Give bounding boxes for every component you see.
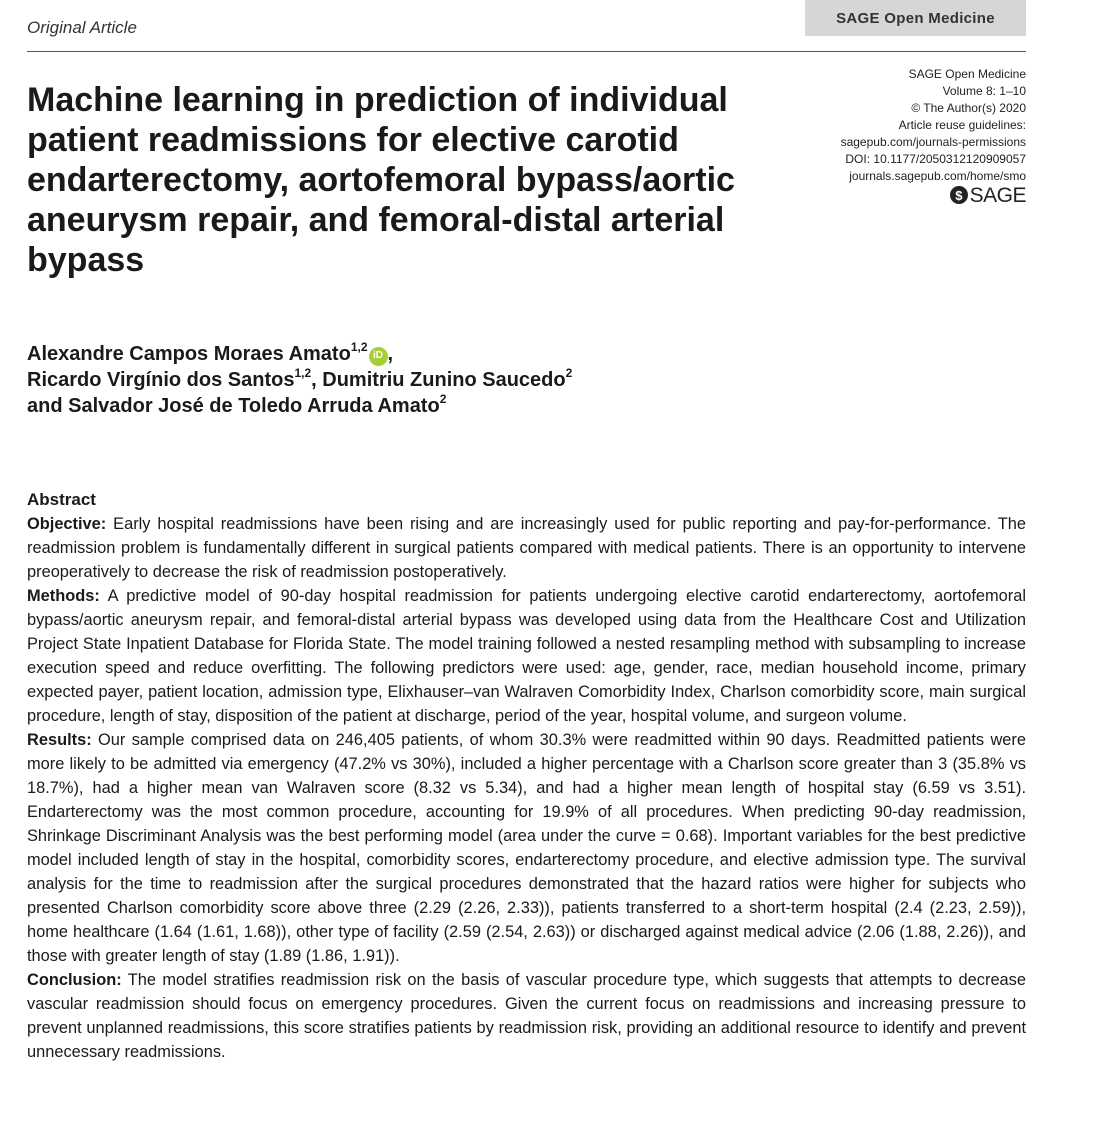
article-title: Machine learning in prediction of individual patient readmissions for elective carotid endarterectomy, aortofemoral bypass/aortic aneurysm repair, and femoral-distal arterial bypass [27, 81, 735, 279]
meta-journal: SAGE Open Medicine [908, 67, 1026, 81]
meta-reuse-label: Article reuse guidelines: [898, 118, 1026, 132]
meta-volume: Volume 8: 1–10 [942, 84, 1026, 98]
author-separator: , [311, 369, 317, 391]
abstract-results-label: Results: [27, 731, 92, 749]
author-name: Alexandre Campos Moraes Amato [27, 343, 351, 365]
author-list [27, 341, 827, 419]
author-line-2 [27, 367, 827, 393]
author-line-1 [27, 341, 827, 367]
journal-banner: SAGE Open Medicine [805, 0, 1026, 36]
abstract-conclusion [27, 968, 1026, 1064]
meta-copyright: © The Author(s) 2020 [911, 101, 1026, 115]
meta-permissions-link[interactable]: sagepub.com/journals-permissions [840, 135, 1026, 149]
sage-logo-text: SAGE [969, 183, 1026, 207]
author-name: Salvador José de Toledo Arruda Amato [68, 395, 440, 417]
author-line-3 [27, 393, 827, 419]
author-affiliation: 1,2 [350, 340, 368, 354]
author-separator: , [387, 343, 394, 365]
author-name: Dumitriu Zunino Saucedo [322, 369, 566, 391]
abstract-conclusion-text: The model stratifies readmission risk on the basis of vascular procedure type, which suggests that attempts to decrease vascular readmission should focus on emergency procedures. Given the current focus on readmissions and increasing pressure to prevent unplanned readmissions, this score stratifies patients by readmission risk, providing an additional resource to identify and prevent unnecessary readmissions. [27, 971, 1026, 1061]
abstract-objective-label: Objective: [27, 515, 107, 533]
author-affiliation: 1,2 [294, 366, 312, 380]
abstract-methods-label: Methods: [27, 587, 100, 605]
article-metadata [766, 66, 1026, 205]
author-conjunction: and [27, 395, 63, 417]
header-divider [27, 51, 1026, 52]
abstract-methods-text: A predictive model of 90-day hospital readmission for patients undergoing elective carotid endarterectomy, aortofemoral bypass/aortic aneurysm repair, and femoral-distal arterial bypass was developed using data from the Healthcare Cost and Utilization Project State Inpatient Database for Florida State. The model training followed a nested resampling method with subsampling to increase execution speed and reduce overfitting. The following predictors were used: age, gender, race, median household income, primary expected payer, patient location, admission type, Elixhauser–van Walraven Comorbidity Index, Charlson comorbidity score, main surgical procedure, length of stay, disposition of the patient at discharge, period of the year, hospital volume, and surgeon volume. [27, 587, 1026, 725]
abstract-methods [27, 584, 1026, 728]
abstract-results-text: Our sample comprised data on 246,405 patients, of whom 30.3% were readmitted within 90 days. Readmitted patients were more likely to be admitted via emergency (47.2% vs 30%), included a higher percentage with a Charlson score greater than 3 (35.8% vs 18.7%), had a higher mean van Walraven score (8.32 vs 5.34), and had a higher mean length of hospital stay (6.59 vs 3.51). Endarterectomy was the most common procedure, accounting for 19.9% of all procedures. When predicting 90-day readmission, Shrinkage Discriminant Analysis was the best performing model (area under the curve = 0.68). Important variables for the best predictive model included length of stay in the hospital, comorbidity scores, endarterectomy procedure, and elective admission type. The survival analysis for the time to readmission after the surgical procedures demonstrated that the hazard ratios were higher for subjects who presented Charlson comorbidity score above three (2.29 (2.26, 2.33)), patients transferred to a short-term hospital (2.4 (2.23, 2.59)), home healthcare (1.64 (1.61, 1.68)), other type of facility (2.59 (2.54, 2.63)) or discharged against medical advice (2.06 (1.88, 2.26)), and those with greater length of stay (1.89 (1.86, 1.91)). [27, 731, 1026, 965]
article-type-label: Original Article [27, 18, 137, 37]
abstract-section [27, 488, 1026, 1064]
author-name: Ricardo Virgínio dos Santos [27, 369, 295, 391]
author-affiliation: 2 [439, 392, 447, 406]
sage-logo [950, 183, 1026, 207]
meta-doi[interactable]: DOI: 10.1177/2050312120909057 [845, 152, 1026, 166]
meta-journal-link[interactable]: journals.sagepub.com/home/smo [849, 169, 1026, 183]
author-affiliation: 2 [565, 366, 573, 380]
abstract-heading: Abstract [27, 490, 96, 509]
abstract-objective-text: Early hospital readmissions have been rising and are increasingly used for public reporting and pay-for-performance. The readmission problem is fundamentally different in surgical patients compared with medical patients. There is an opportunity to intervene preoperatively to decrease the risk of readmission postoperatively. [27, 515, 1026, 581]
orcid-icon[interactable]: iD [369, 347, 388, 366]
abstract-objective [27, 512, 1026, 584]
sage-logo-icon: $ [950, 186, 968, 204]
abstract-results [27, 728, 1026, 968]
abstract-conclusion-label: Conclusion: [27, 971, 122, 989]
